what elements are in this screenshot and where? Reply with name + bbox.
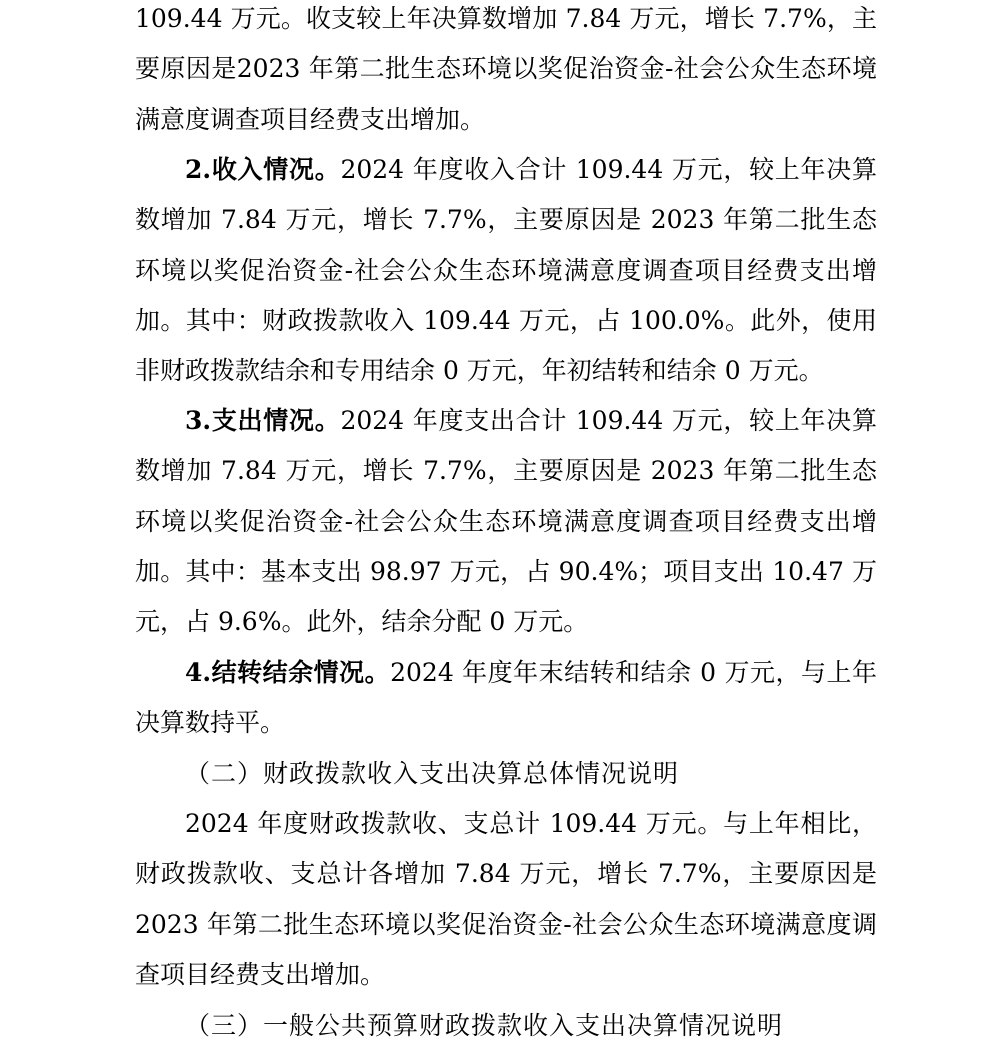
section-2-title: （二）财政拨款收入支出决算总体情况说明: [185, 759, 680, 788]
expense-heading: 3.支出情况。: [185, 406, 341, 435]
paragraph-expense: [135, 396, 877, 647]
paragraph-summary-continued: 109.44 万元。收支较上年决算数增加 7.84 万元，增长 7.7%，主要原因是2023 年第二批生态环境以奖促治资金-社会公众生态环境满意度调查项目经费支出增加。: [135, 4, 877, 134]
paragraph-carryover: [135, 648, 877, 749]
paragraph-section-2: 2024 年度财政拨款收、支总计 109.44 万元。与上年相比，财政拨款收、支总计各增加 7.84 万元，增长 7.7%，主要原因是2023 年第二批生态环境以奖促治资金-社会公众生态环境满意度调查项目经费支出增加。: [135, 809, 877, 989]
section-3-title: （三）一般公共预算财政拨款收入支出决算情况说明: [185, 1011, 784, 1040]
carryover-body: 2024 年度年末结转和结余 0 万元，与上年决算数持平。: [135, 658, 877, 738]
income-heading: 2.收入情况。: [185, 155, 341, 184]
income-body: 2024 年度收入合计 109.44 万元，较上年决算数增加 7.84 万元，增长 7.7%，主要原因是 2023 年第二批生态环境以奖促治资金-社会公众生态环境满意度调查项目经费支出增加。其中：财政拨款收入 109.44 万元，占 100.0%。此外，使用非财政拨款结余和专用结余 0 万元，年初结转和结余 0 万元。: [135, 155, 877, 386]
paragraph-income: [135, 145, 877, 396]
carryover-heading: 4.结转结余情况。: [185, 658, 391, 687]
expense-body: 2024 年度支出合计 109.44 万元，较上年决算数增加 7.84 万元，增长 7.7%，主要原因是 2023 年第二批生态环境以奖促治资金-社会公众生态环境满意度调查项目经费支出增加。其中：基本支出 98.97 万元，占 90.4%；项目支出 10.47 万元，占 9.6%。此外，结余分配 0 万元。: [135, 406, 877, 637]
